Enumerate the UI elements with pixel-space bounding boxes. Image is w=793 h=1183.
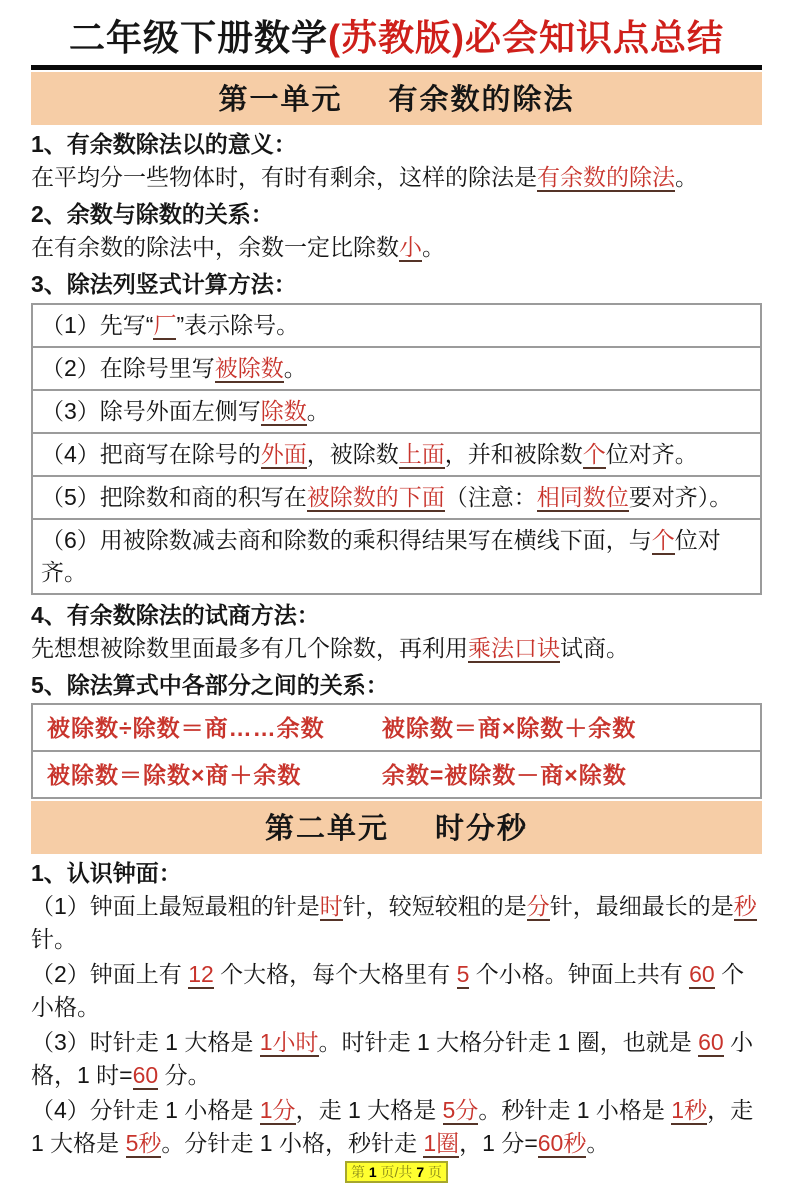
text-segment: ，1 分=: [459, 1130, 538, 1156]
text-segment: 个: [582, 441, 606, 467]
unit1-section1-paragraph: [31, 161, 762, 194]
text-segment: 60: [689, 961, 715, 987]
text-segment: 要对齐）。: [628, 484, 733, 510]
text-segment: ，走 1 大格是: [31, 1097, 754, 1156]
text-segment: （6）用被除数减去商和除数的乘积得结果写在横线下面，与: [41, 527, 652, 553]
unit1-banner-topic: 有余数的除法: [388, 84, 575, 116]
text-segment: 。: [283, 355, 307, 381]
text-segment: 时: [319, 893, 343, 919]
text-segment: 12: [188, 961, 214, 987]
text-segment: ”表示除号。: [176, 312, 300, 338]
text-segment: 1圈: [423, 1130, 460, 1156]
step-cell-2: [32, 347, 761, 390]
text-segment: 。秒针走 1 小格是: [478, 1097, 672, 1123]
text-segment: 页/共: [376, 1164, 417, 1180]
text-segment: 60秒: [537, 1130, 587, 1156]
text-segment: 1小时: [259, 1029, 319, 1055]
text-segment: 5: [456, 961, 470, 987]
text-segment: 个: [651, 527, 675, 553]
text-segment: （3）时针走 1 大格是: [31, 1029, 260, 1055]
unit2-item-3: [31, 1026, 762, 1092]
text-segment: 第: [350, 1164, 369, 1180]
text-segment: 被除数的下面: [306, 484, 445, 510]
text-segment: 1分: [259, 1097, 296, 1123]
unit2-section1-heading: 1、认识钟面：: [31, 860, 182, 886]
unit1-section1-heading: 1、有余数除法以的意义：: [31, 131, 297, 157]
text-segment: 先想想被除数里面最多有几个除数，再利用: [31, 635, 468, 661]
text-segment: （3）除号外面左侧写: [41, 398, 261, 424]
text-segment: 个大格，每个大格里有: [213, 961, 457, 987]
page-title-black: 二年级下册数学: [69, 17, 329, 58]
text-segment: （2）钟面上有: [31, 961, 189, 987]
text-segment: 60: [132, 1062, 159, 1088]
text-segment: 针，最细最长的是: [549, 893, 734, 919]
division-relations-table: [31, 703, 762, 799]
formula-cell: 余数=被除数－商×除数: [381, 762, 627, 788]
text-segment: （5）把除数和商的积写在: [41, 484, 307, 510]
text-segment: 被除数: [214, 355, 284, 381]
text-segment: 个小格。钟面上共有: [469, 961, 690, 987]
text-segment: ，并和被除数: [444, 441, 583, 467]
text-segment: 个小格。: [31, 961, 745, 1020]
text-segment: 7: [416, 1164, 425, 1180]
table-row: [31, 752, 762, 799]
text-segment: ，被除数: [306, 441, 399, 467]
unit1-section2-heading: 2、余数与除数的关系：: [31, 201, 274, 227]
page-title: [31, 10, 762, 61]
text-segment: 针，较短较粗的是: [342, 893, 527, 919]
unit2-banner: [31, 801, 762, 854]
text-segment: 小格，1 时=: [31, 1029, 754, 1088]
table-row: [32, 519, 761, 594]
text-segment: 外面: [260, 441, 307, 467]
text-segment: （4）分针走 1 小格是: [31, 1097, 260, 1123]
page-title-red: (苏教版)必会知识点总结: [328, 17, 724, 58]
text-segment: 60: [698, 1029, 724, 1055]
formula-cell: 被除数＝商×除数＋余数: [381, 715, 637, 741]
text-segment: （2）在除号里写: [41, 355, 215, 381]
text-segment: 试商。: [560, 635, 629, 661]
text-segment: （1）钟面上最短最粗的针是: [31, 893, 320, 919]
table-row: [32, 476, 761, 519]
unit2-item-4: [31, 1094, 762, 1160]
step-cell-1: [32, 304, 761, 347]
unit1-section5-heading: 5、除法算式中各部分之间的关系：: [31, 672, 389, 698]
text-segment: （4）把商写在除号的: [41, 441, 261, 467]
unit1-section3-heading: 3、除法列竖式计算方法：: [31, 271, 297, 297]
step-cell-6: [32, 519, 761, 594]
text-segment: 5秒: [125, 1130, 162, 1156]
unit1-banner-label: 第一单元: [218, 84, 343, 116]
table-row: [32, 433, 761, 476]
division-steps-table: [31, 303, 762, 595]
text-segment: ，走 1 大格是: [295, 1097, 443, 1123]
text-segment: 5分: [442, 1097, 479, 1123]
text-segment: 。分针走 1 小格，秒针走: [161, 1130, 424, 1156]
text-segment: 位对齐。: [41, 527, 721, 585]
text-segment: 。: [422, 234, 445, 260]
table-row: [32, 390, 761, 433]
unit1-section4-paragraph: [31, 632, 762, 665]
text-segment: 分。: [158, 1062, 211, 1088]
table-row: [31, 703, 762, 752]
text-segment: 厂: [153, 312, 177, 338]
formula-cell: 被除数＝除数×商＋余数: [47, 762, 302, 788]
text-segment: 小: [399, 234, 422, 260]
unit1-banner: [31, 72, 762, 125]
text-segment: 1秒: [671, 1097, 708, 1123]
text-segment: 页: [424, 1164, 443, 1180]
text-segment: 在平均分一些物体时，有时有剩余，这样的除法是: [31, 164, 537, 190]
text-segment: 乘法口诀: [468, 635, 560, 661]
title-double-rule: [31, 65, 762, 70]
text-segment: 在有余数的除法中，余数一定比除数: [31, 234, 399, 260]
table-row: [32, 347, 761, 390]
text-segment: 秒: [733, 893, 757, 919]
page-footer: [345, 1161, 448, 1183]
text-segment: 除数: [260, 398, 307, 424]
text-segment: 。: [675, 164, 698, 190]
table-row: [32, 304, 761, 347]
text-segment: 有余数的除法: [537, 164, 675, 190]
unit2-item-1: [31, 890, 762, 956]
unit2-banner-label: 第二单元: [264, 813, 389, 845]
text-segment: 位对齐。: [605, 441, 698, 467]
unit2-banner-topic: 时分秒: [435, 813, 529, 845]
text-segment: 。: [586, 1130, 610, 1156]
text-segment: 上面: [398, 441, 445, 467]
text-segment: （注意：: [444, 484, 537, 510]
unit2-item-2: [31, 958, 762, 1024]
step-cell-5: [32, 476, 761, 519]
text-segment: 分: [526, 893, 550, 919]
text-segment: 1: [368, 1164, 377, 1180]
text-segment: 。时针走 1 大格分针走 1 圈，也就是: [318, 1029, 699, 1055]
text-segment: 针。: [31, 926, 77, 952]
step-cell-4: [32, 433, 761, 476]
formula-cell: 被除数÷除数＝商……余数: [47, 715, 325, 741]
text-segment: 相同数位: [536, 484, 629, 510]
text-segment: 。: [306, 398, 330, 424]
text-segment: （1）先写“: [41, 312, 154, 338]
unit1-section2-paragraph: [31, 231, 762, 264]
unit1-section4-heading: 4、有余数除法的试商方法：: [31, 602, 320, 628]
step-cell-3: [32, 390, 761, 433]
